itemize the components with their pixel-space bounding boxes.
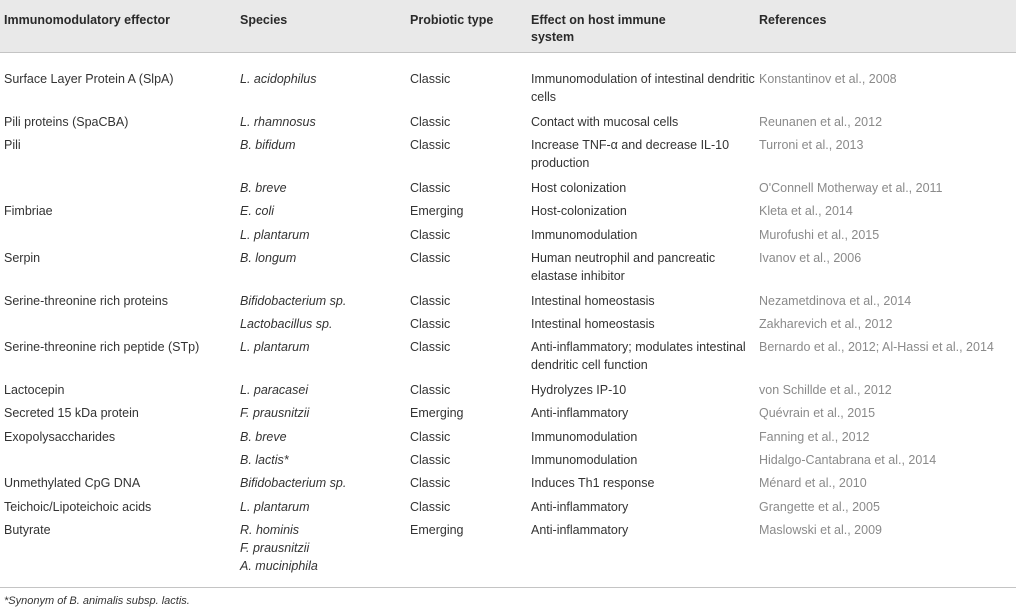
cell-probiotic-type: Classic [410,383,451,397]
cell-effector: Butyrate [4,523,51,537]
cell-references: Ménard et al., 2010 [759,476,867,490]
species-name: R. hominis [240,523,300,537]
cell-effect: Immunomodulation [531,453,638,467]
table-header [0,0,1016,53]
cell-references: Turroni et al., 2013 [759,138,864,152]
cell-species [240,451,400,469]
cell-effector: Fimbriae [4,204,53,218]
cell-references: Quévrain et al., 2015 [759,406,876,420]
cell-references: Maslowski et al., 2009 [759,523,882,537]
cell-probiotic-type: Classic [410,228,451,242]
header-references: References [759,13,827,27]
species-name: L. paracasei [240,383,309,397]
cell-effect: Induces Th1 response [531,476,655,490]
cell-effect: Anti-inflammatory; modulates intestinal dendritic cell function [531,340,746,372]
cell-probiotic-type: Emerging [410,406,464,420]
cell-species [240,70,400,88]
cell-probiotic-type: Classic [410,317,451,331]
cell-references: Fanning et al., 2012 [759,430,870,444]
cell-species [240,498,400,516]
species-name: B. longum [240,251,297,265]
species-name: L. rhamnosus [240,115,316,129]
cell-probiotic-type: Classic [410,138,451,152]
cell-effect: Contact with mucosal cells [531,115,679,129]
cell-references: O'Connell Motherway et al., 2011 [759,181,943,195]
species-name: Bifidobacterium sp. [240,476,347,490]
species-name: F. prausnitzii [240,541,310,555]
cell-effect: Immunomodulation [531,430,638,444]
cell-probiotic-type: Classic [410,430,451,444]
cell-species [240,315,400,333]
species-name: E. coli [240,204,275,218]
cell-species [240,249,400,267]
cell-effect: Anti-inflammatory [531,500,629,514]
table-footnote: *Synonym of B. animalis subsp. lactis. [4,595,190,607]
header-probiotic-type: Probiotic type [410,13,494,27]
cell-effector: Exopolysaccharides [4,430,116,444]
species-name: L. plantarum [240,340,310,354]
species-name: Bifidobacterium sp. [240,294,347,308]
species-name: B. lactis* [240,453,289,467]
cell-probiotic-type: Classic [410,476,451,490]
cell-effect: Increase TNF-α and decrease IL-10 production [531,138,730,170]
table-bottom-rule [0,587,1016,588]
cell-references: Murofushi et al., 2015 [759,228,880,242]
cell-species [240,292,400,310]
cell-references: Kleta et al., 2014 [759,204,853,218]
cell-effector: Surface Layer Protein A (SlpA) [4,72,174,86]
cell-effector: Unmethylated CpG DNA [4,476,141,490]
cell-species [240,404,400,422]
cell-effector: Lactocepin [4,383,65,397]
cell-effect: Anti-inflammatory [531,523,629,537]
cell-species [240,202,400,220]
cell-references: von Schillde et al., 2012 [759,383,892,397]
cell-effect: Immunomodulation [531,228,638,242]
cell-effect: Immunomodulation of intestinal dendritic cells [531,72,755,104]
cell-effect: Hydrolyzes IP-10 [531,383,627,397]
species-name: B. breve [240,430,287,444]
cell-effect: Intestinal homeostasis [531,317,655,331]
cell-references: Hidalgo-Cantabrana et al., 2014 [759,453,937,467]
cell-effector: Pili proteins (SpaCBA) [4,115,129,129]
cell-references: Konstantinov et al., 2008 [759,72,897,86]
cell-references: Zakharevich et al., 2012 [759,317,893,331]
cell-references: Ivanov et al., 2006 [759,251,862,265]
cell-references: Bernardo et al., 2012; Al-Hassi et al., 2014 [759,340,994,354]
cell-species [240,474,400,492]
cell-effect: Host-colonization [531,204,627,218]
cell-probiotic-type: Classic [410,115,451,129]
cell-effector: Serpin [4,251,41,265]
cell-species [240,428,400,446]
cell-probiotic-type: Classic [410,294,451,308]
cell-effect: Anti-inflammatory [531,406,629,420]
cell-effector: Serine-threonine rich peptide (STp) [4,340,200,354]
cell-species [240,521,400,575]
cell-probiotic-type: Classic [410,251,451,265]
species-name: B. breve [240,181,287,195]
species-name: L. acidophilus [240,72,317,86]
cell-effect: Intestinal homeostasis [531,294,655,308]
header-species: Species [240,13,288,27]
species-name: L. plantarum [240,500,310,514]
header-effector: Immunomodulatory effector [4,13,170,27]
cell-effect: Host colonization [531,181,627,195]
cell-references: Reunanen et al., 2012 [759,115,883,129]
cell-effect: Human neutrophil and pancreatic elastase inhibitor [531,251,716,283]
cell-species [240,338,400,356]
species-name: F. prausnitzii [240,406,310,420]
species-name: L. plantarum [240,228,310,242]
cell-probiotic-type: Emerging [410,204,464,218]
cell-species [240,136,400,154]
cell-effector: Pili [4,138,21,152]
cell-species [240,381,400,399]
cell-probiotic-type: Classic [410,340,451,354]
cell-effector: Serine-threonine rich proteins [4,294,168,308]
cell-references: Nezametdinova et al., 2014 [759,294,912,308]
cell-references: Grangette et al., 2005 [759,500,880,514]
cell-effector: Secreted 15 kDa protein [4,406,139,420]
cell-probiotic-type: Classic [410,453,451,467]
header-effect: Effect on host immune system [531,13,666,44]
cell-species [240,113,400,131]
cell-probiotic-type: Classic [410,500,451,514]
cell-probiotic-type: Classic [410,72,451,86]
cell-species [240,179,400,197]
cell-effector: Teichoic/Lipoteichoic acids [4,500,152,514]
cell-probiotic-type: Classic [410,181,451,195]
cell-species [240,226,400,244]
cell-probiotic-type: Emerging [410,523,464,537]
species-name: Lactobacillus sp. [240,317,333,331]
species-name: A. muciniphila [240,559,318,573]
species-name: B. bifidum [240,138,296,152]
